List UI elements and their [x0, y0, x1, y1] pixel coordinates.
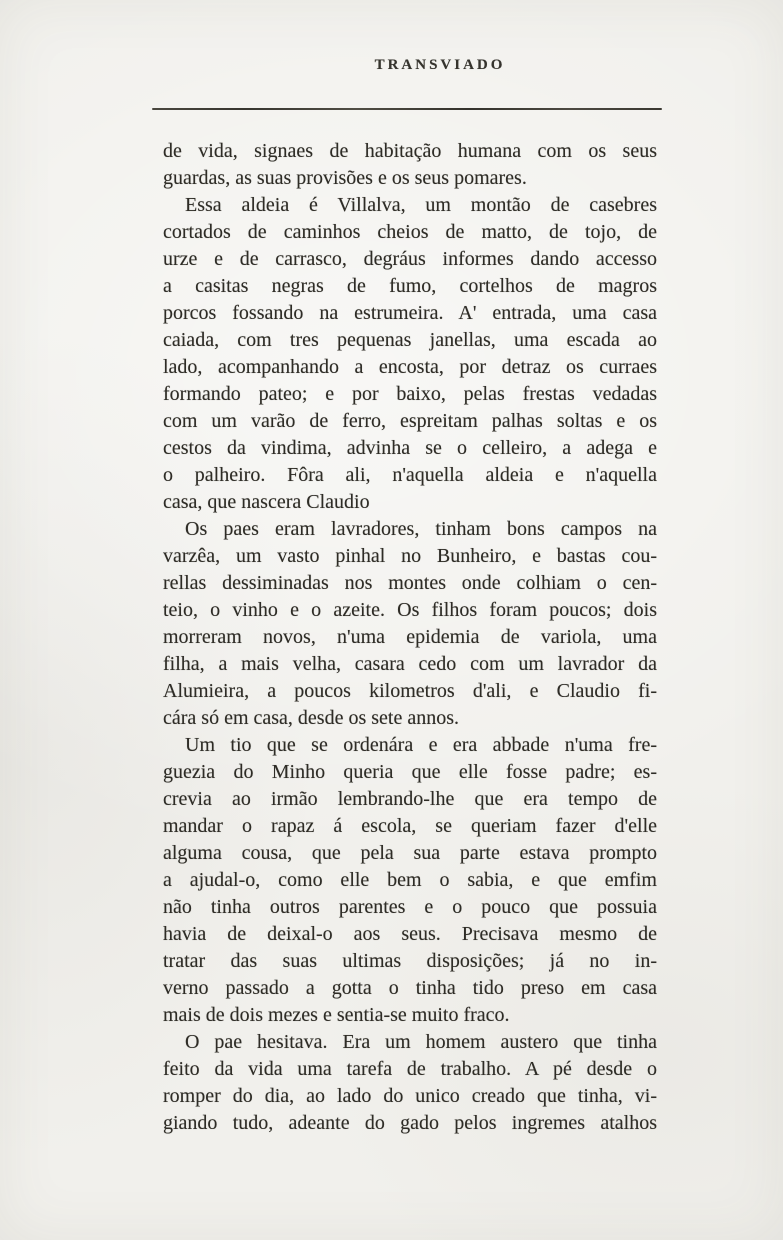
text-line: mandar o rapaz á escola, se queriam fazer d'elle	[163, 815, 657, 837]
text-line: tratar das suas ultimas disposições; já no in-	[163, 950, 657, 972]
text-line: verno passado a gotta o tinha tido preso em casa	[163, 977, 657, 999]
text-line: guezia do Minho queria que elle fosse padre; es-	[163, 761, 657, 783]
paragraph	[163, 516, 657, 732]
text-line: Alumieira, a poucos kilometros d'ali, e Claudio fi-	[163, 680, 657, 702]
text-line: havia de deixal-o aos seus. Precisava mesmo de	[163, 923, 657, 945]
text-line: a casitas negras de fumo, cortelhos de magros	[163, 275, 657, 297]
header-rule	[152, 108, 662, 110]
text-line: feito da vida uma tarefa de trabalho. A pé desde o	[163, 1058, 657, 1080]
text-line: teio, o vinho e o azeite. Os filhos foram poucos; dois	[163, 599, 657, 621]
text-line: urze e de carrasco, degráus informes dando accesso	[163, 248, 657, 270]
text-line: crevia ao irmão lembrando-lhe que era tempo de	[163, 788, 657, 810]
text-line: porcos fossando na estrumeira. A' entrada, uma casa	[163, 302, 657, 324]
text-line: com um varão de ferro, espreitam palhas soltas e os	[163, 410, 657, 432]
text-block	[163, 138, 657, 1137]
text-line: alguma cousa, que pela sua parte estava prompto	[163, 842, 657, 864]
paragraph	[163, 138, 657, 192]
text-line: lado, acompanhando a encosta, por detraz os curraes	[163, 356, 657, 378]
text-line: cortados de caminhos cheios de matto, de tojo, de	[163, 221, 657, 243]
text-line: formando pateo; e por baixo, pelas frestas vedadas	[163, 383, 657, 405]
text-line: cestos da vindima, advinha se o celleiro, a adega e	[163, 437, 657, 459]
text-line: caiada, com tres pequenas janellas, uma escada ao	[163, 329, 657, 351]
text-line: morreram novos, n'uma epidemia de variola, uma	[163, 626, 657, 648]
text-line: casa, que nascera Claudio	[163, 491, 370, 513]
text-line: a ajudal-o, como elle bem o sabia, e que emfim	[163, 869, 657, 891]
paragraph	[163, 732, 657, 1029]
running-head-title: TRANSVIADO	[374, 57, 506, 73]
text-line: Os paes eram lavradores, tinham bons campos na	[185, 518, 657, 540]
paragraph	[163, 192, 657, 516]
text-line: Essa aldeia é Villalva, um montão de casebres	[185, 194, 657, 216]
text-line: giando tudo, adeante do gado pelos ingremes atalhos	[163, 1112, 657, 1134]
text-line: de vida, signaes de habitação humana com os seus	[163, 140, 657, 162]
text-line: o palheiro. Fôra ali, n'aquella aldeia e n'aquella	[163, 464, 657, 486]
text-line: guardas, as suas provisões e os seus pomares.	[163, 167, 527, 189]
text-line: Um tio que se ordenára e era abbade n'uma fre-	[185, 734, 657, 756]
text-line: varzêa, um vasto pinhal no Bunheiro, e bastas cou-	[163, 545, 657, 567]
text-line: cára só em casa, desde os sete annos.	[163, 707, 459, 729]
text-line: romper do dia, ao lado do unico creado que tinha, vi-	[163, 1085, 657, 1107]
text-line: mais de dois mezes e sentia-se muito fraco.	[163, 1004, 510, 1026]
text-line: não tinha outros parentes e o pouco que possuia	[163, 896, 657, 918]
text-line: filha, a mais velha, casara cedo com um lavrador da	[163, 653, 657, 675]
paragraph	[163, 1029, 657, 1137]
text-line: rellas dessiminadas nos montes onde colhiam o cen-	[163, 572, 657, 594]
text-line: O pae hesitava. Era um homem austero que tinha	[185, 1031, 657, 1053]
